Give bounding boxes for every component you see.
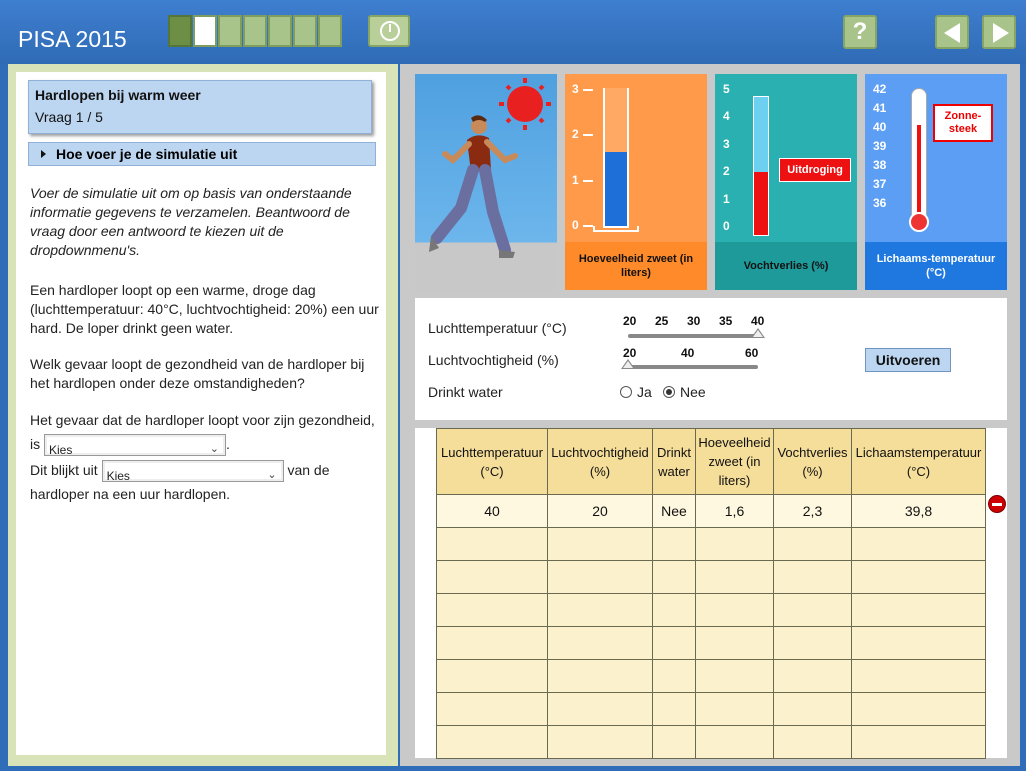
progress-indicator	[168, 15, 343, 47]
brand-title: PISA 2015	[18, 26, 127, 52]
sweat-scale-3: 3	[572, 82, 579, 96]
temp-scale-38: 38	[873, 158, 887, 172]
thermometer	[911, 88, 927, 220]
progress-step-4	[243, 15, 267, 47]
temp-scale-39: 39	[873, 139, 887, 153]
fluid-loss-gauge	[715, 74, 857, 290]
col-air-temp: Luchttemperatuur (°C)	[437, 429, 548, 495]
table-row-empty	[437, 693, 986, 726]
humidity-label: Luchtvochtigheid (%)	[428, 352, 559, 368]
humidity-slider-thumb[interactable]	[621, 359, 635, 369]
sweat-gauge	[565, 74, 707, 290]
body-temperature-level	[917, 125, 921, 219]
table-header-row	[437, 429, 986, 495]
progress-step-3	[218, 15, 242, 47]
table-row[interactable]	[437, 495, 986, 528]
progress-step-1	[168, 15, 192, 47]
air-temp-tick: 30	[687, 314, 701, 328]
sweat-scale-2: 2	[572, 127, 579, 141]
fluid-loss-label: Vochtverlies (%)	[715, 242, 857, 290]
temp-scale-41: 41	[873, 101, 887, 115]
table-cell: 20	[548, 495, 653, 528]
drink-no-label: Nee	[680, 384, 706, 400]
table-row-empty	[437, 594, 986, 627]
air-temp-tick: 35	[719, 314, 733, 328]
scenario-text: Een hardloper loopt op een warme, droge dag (luchttemperatuur: 40°C, luchtvochtigheid: 20%) een uur hard. De loper drinkt geen water.	[30, 282, 379, 336]
loss-scale-0: 0	[723, 219, 730, 233]
drink-water-label: Drinkt water	[428, 384, 503, 400]
question-content	[16, 72, 386, 755]
delete-row-button[interactable]	[988, 495, 1006, 513]
radio-no[interactable]	[663, 386, 675, 398]
caret-right-icon	[41, 150, 46, 158]
loss-scale-3: 3	[723, 137, 730, 151]
sweat-scale-1: 1	[572, 173, 579, 187]
table-cell: 2,3	[774, 495, 852, 528]
body-temperature-gauge	[865, 74, 1007, 290]
table-row-empty	[437, 528, 986, 561]
sweat-label: Hoeveelheid zweet (in liters)	[565, 242, 707, 290]
arrow-left-icon	[944, 23, 960, 43]
prompt-text: Welk gevaar loopt de gezondheid van de hardloper bij het hardlopen onder deze omstandigheden?	[30, 356, 365, 391]
loss-scale-1: 1	[723, 192, 730, 206]
loss-scale-2: 2	[723, 164, 730, 178]
table-cell: 1,6	[696, 495, 774, 528]
drink-yes-option[interactable]	[620, 384, 652, 400]
runner-illustration	[415, 74, 557, 290]
danger-select[interactable]	[44, 434, 226, 456]
progress-step-5	[268, 15, 292, 47]
progress-step-6	[293, 15, 317, 47]
col-humidity: Luchtvochtigheid (%)	[548, 429, 653, 495]
answer2-suffix: van de	[287, 462, 330, 478]
air-temp-label: Luchttemperatuur (°C)	[428, 320, 567, 336]
humidity-tick: 20	[623, 346, 637, 360]
simulation-panel	[400, 64, 1020, 766]
loss-scale-5: 5	[723, 82, 730, 96]
arrow-right-icon	[993, 23, 1009, 43]
temp-scale-40: 40	[873, 120, 887, 134]
col-body-temp: Lichaamstemperatuur (°C)	[852, 429, 986, 495]
air-temp-tick: 40	[751, 314, 765, 328]
table-cell: Nee	[653, 495, 696, 528]
table-row-empty	[437, 561, 986, 594]
sweat-cylinder-base	[593, 226, 639, 232]
simulation-controls	[415, 298, 1007, 420]
runner-figure	[429, 115, 515, 258]
air-temp-tick: 25	[655, 314, 669, 328]
progress-step-2	[193, 15, 217, 47]
previous-button[interactable]	[935, 15, 969, 49]
run-button[interactable]: Uitvoeren	[865, 348, 951, 372]
answer1-prefix: Het gevaar dat de hardloper loopt voor zijn gezondheid, is	[30, 412, 375, 452]
instructions-text: Voer de simulatie uit om op basis van onderstaande informatie gegevens te verzamelen. Beantwoord de vraag door een antwoord te kiezen uit de dropdownmenu's.	[30, 185, 352, 258]
chevron-down-icon: ⌄	[267, 469, 277, 482]
danger-select-value: Kies	[49, 443, 73, 458]
sun-icon	[499, 78, 551, 130]
dehydration-callout: Uitdroging	[779, 158, 851, 182]
answer1-suffix: .	[226, 436, 230, 452]
col-drinks-water: Drinkt water	[653, 429, 696, 495]
how-to-label: Hoe voer je de simulatie uit	[56, 146, 238, 162]
air-temp-tick: 20	[623, 314, 637, 328]
table-row-empty	[437, 726, 986, 759]
air-temp-slider-thumb[interactable]	[751, 328, 765, 338]
sweat-cylinder	[603, 88, 629, 228]
evidence-select-value: Kies	[106, 469, 130, 484]
progress-step-7	[318, 15, 342, 47]
heatstroke-callout: Zonne-steek	[933, 104, 993, 142]
col-fluid-loss: Vochtverlies (%)	[774, 429, 852, 495]
evidence-select[interactable]	[102, 460, 284, 482]
runner-scene	[415, 74, 557, 290]
air-temp-slider[interactable]	[628, 334, 758, 338]
answer-sentence-1	[30, 408, 380, 456]
question-header	[28, 80, 372, 134]
header-bar	[0, 0, 1026, 64]
loss-scale-4: 4	[723, 109, 730, 123]
humidity-tick: 60	[745, 346, 759, 360]
col-sweat: Hoeveelheid zweet (in liters)	[696, 429, 774, 495]
humidity-slider[interactable]	[628, 365, 758, 369]
results-table	[436, 428, 986, 759]
fluid-loss-level	[754, 172, 768, 235]
answer-sentence-2	[30, 458, 380, 506]
results-table-area	[415, 428, 1007, 758]
sweat-scale-0: 0	[572, 218, 579, 232]
question-panel	[8, 64, 398, 766]
temp-scale-37: 37	[873, 177, 887, 191]
timer-button[interactable]	[368, 15, 410, 47]
sweat-level	[605, 152, 627, 226]
how-to-toggle[interactable]	[28, 142, 376, 166]
drink-no-option[interactable]	[663, 384, 706, 400]
fluid-loss-tube	[753, 96, 769, 236]
next-button[interactable]	[982, 15, 1016, 49]
question-number: Vraag 1 / 5	[35, 109, 103, 125]
humidity-tick: 40	[681, 346, 695, 360]
table-cell: 40	[437, 495, 548, 528]
chevron-down-icon: ⌄	[209, 443, 220, 456]
help-button[interactable]: ?	[843, 15, 877, 49]
drink-yes-label: Ja	[637, 384, 652, 400]
table-row-empty	[437, 627, 986, 660]
question-title: Hardlopen bij warm weer	[35, 87, 201, 103]
temp-scale-42: 42	[873, 82, 887, 96]
radio-yes[interactable]	[620, 386, 632, 398]
table-cell: 39,8	[852, 495, 986, 528]
table-row-empty	[437, 660, 986, 693]
temp-scale-36: 36	[873, 196, 887, 210]
thermometer-bulb	[909, 212, 929, 232]
clock-icon	[380, 21, 400, 41]
answer2-prefix: Dit blijkt uit	[30, 462, 98, 478]
body-temperature-label: Lichaams-temperatuur (°C)	[865, 242, 1007, 290]
answer2-tail: hardloper na een uur hardlopen.	[30, 486, 231, 503]
